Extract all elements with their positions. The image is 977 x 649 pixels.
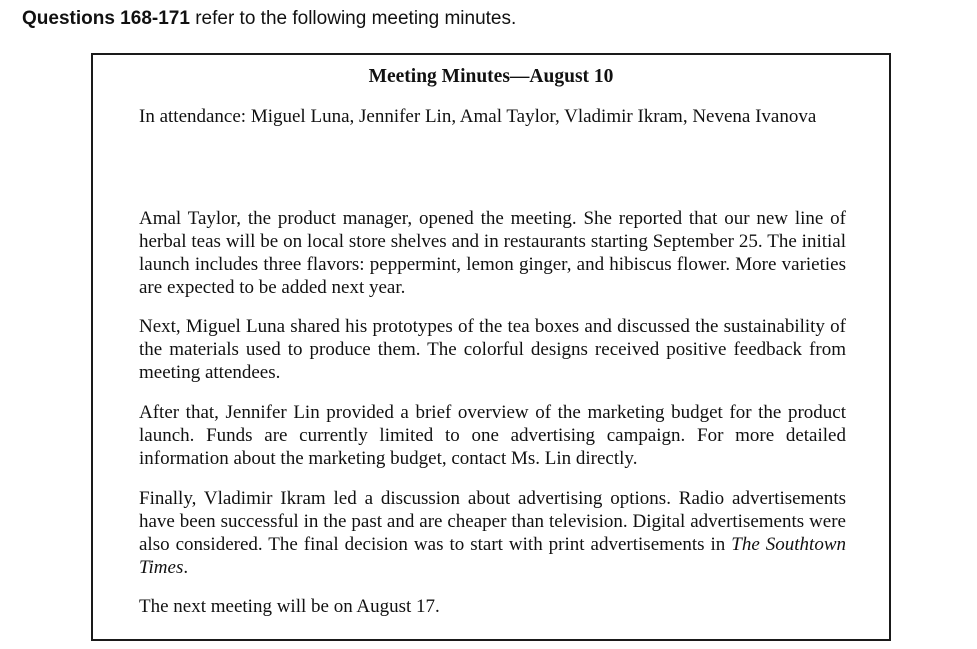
publication-name: The Southtown Times — [139, 534, 846, 578]
question-header — [22, 7, 516, 31]
question-range: Questions 168-171 — [22, 8, 190, 29]
minutes-paragraph-4 — [139, 487, 846, 579]
minutes-paragraph-1: Amal Taylor, the product manager, opened the meeting. She reported that our new line of herbal teas will be on local store shelves and in restaurants starting September 25. The initial launch includes three flavors: peppermint, lemon ginger, and hibiscus flower. More varieties are expected to be added next year. — [139, 208, 846, 298]
paragraph-4-text: Finally, Vladimir Ikram led a discussion about advertising options. Radio advertisements have been successful in the past and are cheaper than television. Digital advertisements were also considered. The final decision was to start with print advertisements in — [139, 488, 846, 555]
minutes-paragraph-3: After that, Jennifer Lin provided a brief overview of the marketing budget for the product launch. Funds are currently limited to one advertising campaign. For more detailed information about the marketing budget, contact Ms. Lin directly. — [139, 402, 846, 469]
minutes-paragraph-2: Next, Miguel Luna shared his prototypes of the tea boxes and discussed the sustainability of the materials used to produce them. The colorful designs received positive feedback from meeting attendees. — [139, 316, 846, 383]
attendance-list: In attendance: Miguel Luna, Jennifer Lin, Amal Taylor, Vladimir Ikram, Nevena Ivanova — [139, 106, 817, 127]
paragraph-4-end: . — [183, 557, 189, 578]
next-meeting-note: The next meeting will be on August 17. — [139, 596, 440, 617]
question-intro: refer to the following meeting minutes. — [195, 8, 517, 29]
meeting-minutes-box — [91, 53, 891, 641]
minutes-title: Meeting Minutes—August 10 — [368, 66, 614, 87]
